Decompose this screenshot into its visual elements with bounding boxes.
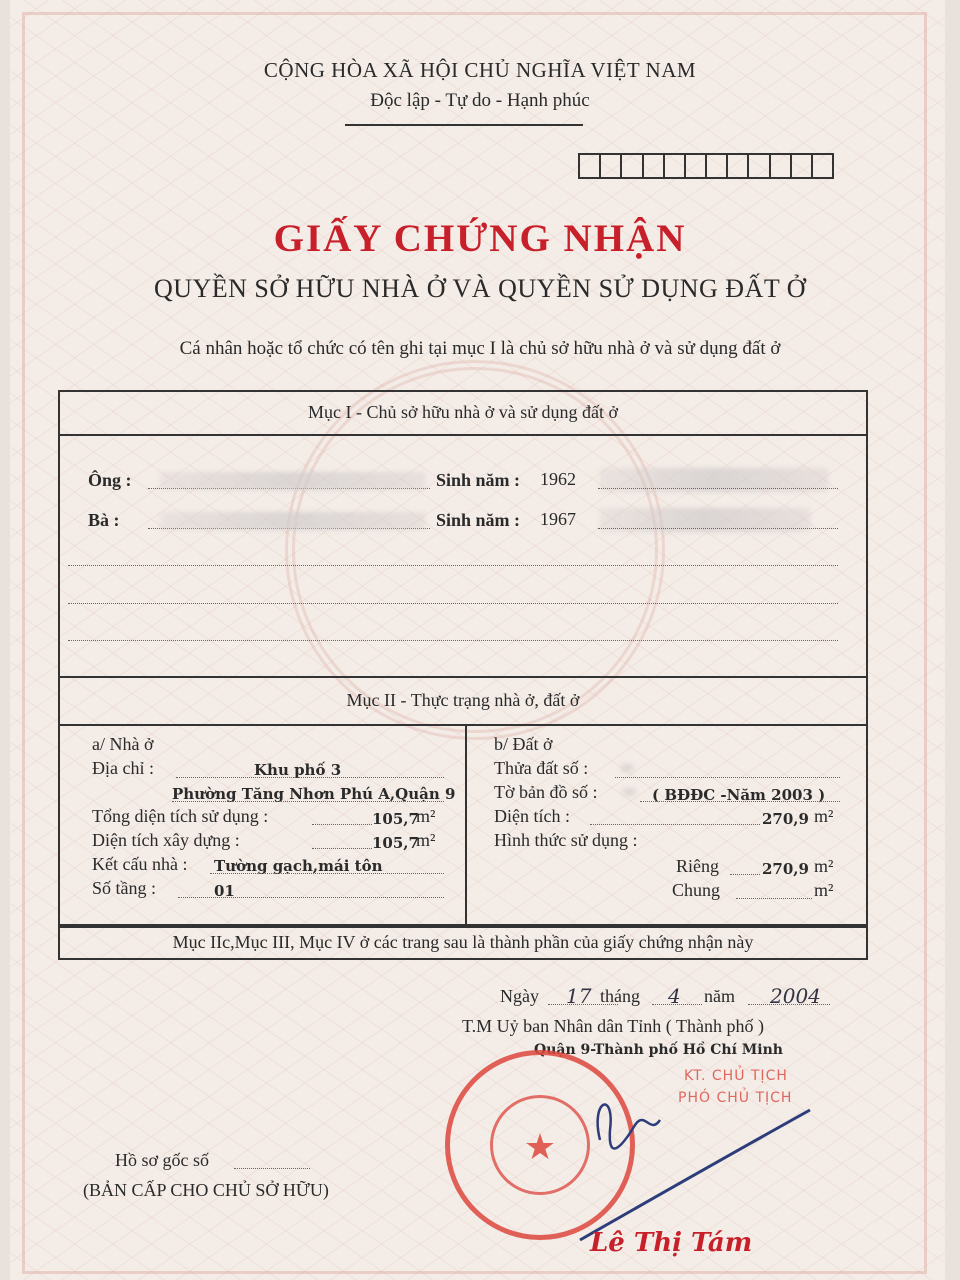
address-line2: Phường Tăng Nhơn Phú A,Quận 9 [172,785,456,803]
date-year: 2004 [770,984,821,1008]
footer-note-box [58,926,868,960]
total-area-dots [312,824,372,825]
map-sheet-value: ( BĐĐC -Năm 2003 ) [652,786,826,804]
shared-dots [736,898,812,899]
house-heading: a/ Nhà ở [92,734,154,754]
total-area-label: Tổng diện tích sử dụng : [92,806,269,826]
serial-cell [707,155,728,177]
signer-name: Lê Thị Tám [590,1228,753,1258]
usage-label: Hình thức sử dụng : [494,830,638,850]
blank-line-1 [68,565,838,566]
motto: Độc lập - Tự do - Hạnh phúc [370,90,590,111]
footer-note: Mục IIc,Mục III, Mục IV ở các trang sau là thành phần của giấy chứng nhận này [172,932,754,952]
built-area-value: 105,7 [372,834,419,852]
serial-cell [601,155,622,177]
owner2-redacted [160,512,425,530]
address-line1: Khu phố 3 [254,761,342,779]
serial-cell [644,155,665,177]
land-area-value: 270,9 [762,810,809,828]
parcel-label: Thửa đất số : [494,758,589,778]
intro-text: Cá nhân hoặc tổ chức có tên ghi tại mục I là chủ sở hữu nhà ở và sử dụng đất ở [179,338,781,359]
land-area-unit: m² [814,806,834,826]
serial-cell [728,155,749,177]
owner1-label: Ông : [88,470,132,490]
map-sheet-label: Tờ bản đồ số : [494,782,598,802]
parcel-redacted [620,764,634,772]
structure-dots [210,873,444,874]
private-label: Riêng [676,856,719,876]
floors-dots [178,897,444,898]
district-line: Quận 9-Thành phố Hồ Chí Minh [534,1042,783,1058]
land-area-dots [590,824,760,825]
address-dots-1 [176,777,444,778]
handwritten-signature [560,1080,860,1250]
owner2-label: Bà : [88,510,120,530]
section-1-heading: Mục I - Chủ sở hữu nhà ở và sử dụng đất ở [307,402,619,422]
owner2-birth-label: Sinh năm : [436,510,521,530]
address-label: Địa chỉ : [92,758,154,778]
land-area-label: Diện tích : [494,806,570,826]
total-area-value: 105,7 [372,810,419,828]
nation-title: CỘNG HÒA XÃ HỘI CHỦ NGHĨA VIỆT NAM [263,58,697,82]
serial-cell [665,155,686,177]
total-area-unit: m² [416,806,436,826]
position-title: PHÓ CHỦ TỊCH [678,1090,793,1106]
star-icon: ★ [523,1127,557,1167]
built-area-dots [312,848,372,849]
address-dots-2 [172,801,444,802]
floors-label: Số tầng : [92,878,157,898]
certificate-title: GIẤY CHỨNG NHẬN [273,217,687,260]
private-unit: m² [814,856,834,876]
section-1-box [58,390,868,678]
on-behalf-title: KT. CHỦ TỊCH [684,1068,788,1084]
blank-line-2 [68,603,838,604]
parcel-dots [615,777,840,778]
owner1-birth-label: Sinh năm : [436,470,521,490]
serial-cell [580,155,601,177]
serial-cell [622,155,643,177]
owner1-extra-dots [598,488,838,489]
serial-number-box [578,153,834,179]
motto-underline [345,124,583,126]
owner2-extra-dots [598,528,838,529]
map-sheet-redacted [622,788,636,796]
file-number-dots [234,1168,310,1169]
copy-note: (BẢN CẤP CHO CHỦ SỞ HỮU) [83,1180,329,1200]
section-1-heading-line [60,434,866,436]
owner1-birth-year: 1962 [540,469,576,489]
serial-cell [771,155,792,177]
shared-label: Chung [672,880,721,900]
section-2-heading: Mục II - Thực trạng nhà ở, đất ở [346,690,580,710]
file-label: Hồ sơ gốc số [115,1150,210,1170]
serial-cell [792,155,813,177]
built-area-unit: m² [416,830,436,850]
blank-line-3 [68,640,838,641]
shared-unit: m² [814,880,834,900]
owner2-birth-year: 1967 [540,509,576,529]
certificate-subtitle: QUYỀN SỞ HỮU NHÀ Ở VÀ QUYỀN SỬ DỤNG ĐẤT Ở [153,274,807,303]
private-value: 270,9 [762,860,809,878]
authority-line: T.M Uỷ ban Nhân dân Tỉnh ( Thành phố ) [462,1016,764,1036]
structure-label: Kết cấu nhà : [92,854,188,874]
private-dots [730,874,760,875]
serial-cell [686,155,707,177]
date-day-label: Ngày [500,986,539,1006]
serial-cell [749,155,770,177]
date-month: 4 [668,984,681,1008]
floors-value: 01 [214,882,235,900]
map-sheet-dots [640,801,840,802]
land-heading: b/ Đất ở [494,734,553,754]
owner1-redacted [160,472,425,490]
serial-cell [813,155,832,177]
date-year-label: năm [704,986,735,1006]
section-2-heading-line [60,724,866,726]
date-month-label: tháng [600,986,640,1006]
section-2-divider [465,726,467,926]
date-day: 17 [566,984,592,1008]
structure-value: Tường gạch,mái tôn [214,857,383,875]
built-area-label: Diện tích xây dựng : [92,830,240,850]
